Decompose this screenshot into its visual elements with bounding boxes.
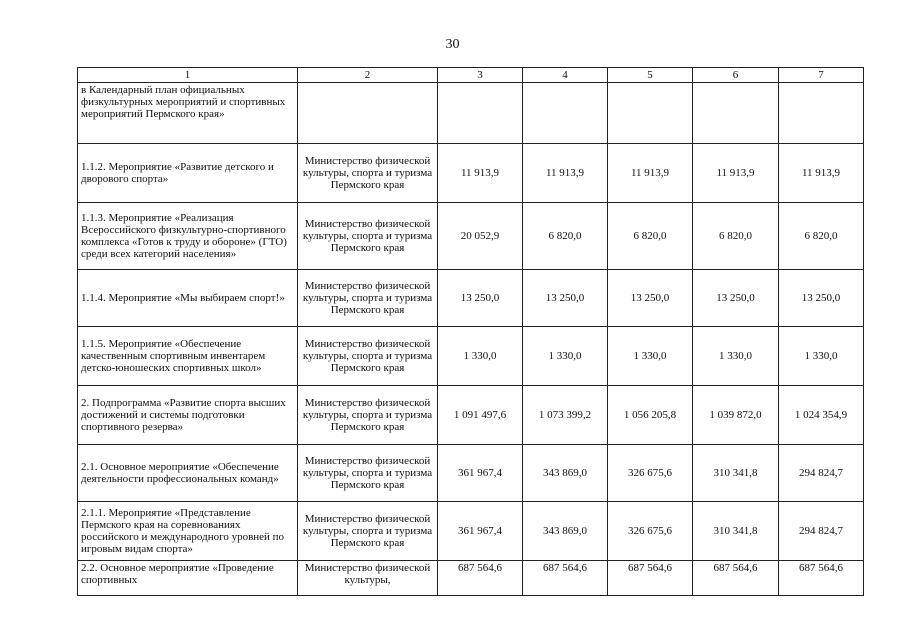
value-cell: 687 564,6: [693, 561, 779, 596]
value-cell: 11 913,9: [523, 144, 608, 203]
activity-name-cell: 2.1. Основное мероприятие «Обеспечение деятельности профессиональных команд»: [78, 445, 298, 502]
value-cell: 687 564,6: [523, 561, 608, 596]
executor-cell: Министерство физической культуры, спорта и туризма Пермского края: [298, 203, 438, 270]
column-header: 7: [779, 68, 864, 83]
column-header: 6: [693, 68, 779, 83]
activity-name-cell: 1.1.4. Мероприятие «Мы выбираем спорт!»: [78, 270, 298, 327]
value-cell: 1 330,0: [438, 327, 523, 386]
budget-table: [77, 67, 864, 596]
column-header: 5: [608, 68, 693, 83]
column-header: 1: [78, 68, 298, 83]
value-cell: 294 824,7: [779, 502, 864, 561]
table-row: [78, 561, 864, 596]
value-cell: 13 250,0: [693, 270, 779, 327]
value-cell: 1 330,0: [779, 327, 864, 386]
value-cell: 11 913,9: [693, 144, 779, 203]
table-row: [78, 327, 864, 386]
value-cell: 343 869,0: [523, 445, 608, 502]
value-cell: 6 820,0: [523, 203, 608, 270]
empty-cell: [298, 83, 438, 144]
table-row: [78, 386, 864, 445]
table-row: [78, 445, 864, 502]
activity-name-cell: в Календарный план официальных физкультурных мероприятий и спортивных мероприятий Пермского края»: [78, 83, 298, 144]
value-cell: 13 250,0: [438, 270, 523, 327]
table-row: [78, 144, 864, 203]
value-cell: 1 039 872,0: [693, 386, 779, 445]
activity-name-cell: 2.2. Основное мероприятие «Проведение спортивных: [78, 561, 298, 596]
value-cell: 6 820,0: [608, 203, 693, 270]
table-row: [78, 83, 864, 144]
value-cell: 310 341,8: [693, 445, 779, 502]
value-cell: 687 564,6: [608, 561, 693, 596]
value-cell: 326 675,6: [608, 445, 693, 502]
value-cell: 11 913,9: [438, 144, 523, 203]
empty-cell: [438, 83, 523, 144]
value-cell: 310 341,8: [693, 502, 779, 561]
column-header: 2: [298, 68, 438, 83]
executor-cell: Министерство физической культуры, спорта и туризма Пермского края: [298, 445, 438, 502]
value-cell: 11 913,9: [608, 144, 693, 203]
value-cell: 1 330,0: [693, 327, 779, 386]
table-row: [78, 203, 864, 270]
executor-cell: Министерство физической культуры, спорта и туризма Пермского края: [298, 270, 438, 327]
executor-cell: Министерство физической культуры,: [298, 561, 438, 596]
value-cell: 13 250,0: [523, 270, 608, 327]
value-cell: 13 250,0: [608, 270, 693, 327]
page-number: 30: [445, 37, 460, 52]
empty-cell: [693, 83, 779, 144]
table-row: [78, 502, 864, 561]
value-cell: 361 967,4: [438, 445, 523, 502]
executor-cell: Министерство физической культуры, спорта и туризма Пермского края: [298, 386, 438, 445]
value-cell: 361 967,4: [438, 502, 523, 561]
activity-name-cell: 2.1.1. Мероприятие «Представление Пермского края на соревнованиях российского и международного уровней по игровым видам спорта»: [78, 502, 298, 561]
value-cell: 11 913,9: [779, 144, 864, 203]
value-cell: 13 250,0: [779, 270, 864, 327]
value-cell: 1 330,0: [523, 327, 608, 386]
executor-cell: Министерство физической культуры, спорта и туризма Пермского края: [298, 144, 438, 203]
value-cell: 326 675,6: [608, 502, 693, 561]
value-cell: 687 564,6: [779, 561, 864, 596]
value-cell: 1 024 354,9: [779, 386, 864, 445]
value-cell: 687 564,6: [438, 561, 523, 596]
executor-cell: Министерство физической культуры, спорта и туризма Пермского края: [298, 327, 438, 386]
executor-cell: Министерство физической культуры, спорта и туризма Пермского края: [298, 502, 438, 561]
value-cell: 1 073 399,2: [523, 386, 608, 445]
table-header-row: [78, 68, 864, 83]
value-cell: 1 330,0: [608, 327, 693, 386]
column-header: 3: [438, 68, 523, 83]
empty-cell: [779, 83, 864, 144]
activity-name-cell: 1.1.2. Мероприятие «Развитие детского и дворового спорта»: [78, 144, 298, 203]
empty-cell: [608, 83, 693, 144]
activity-name-cell: 2. Подпрограмма «Развитие спорта высших достижений и системы подготовки спортивного резерва»: [78, 386, 298, 445]
value-cell: 343 869,0: [523, 502, 608, 561]
value-cell: 20 052,9: [438, 203, 523, 270]
table-row: [78, 270, 864, 327]
value-cell: 1 056 205,8: [608, 386, 693, 445]
value-cell: 294 824,7: [779, 445, 864, 502]
value-cell: 6 820,0: [693, 203, 779, 270]
empty-cell: [523, 83, 608, 144]
activity-name-cell: 1.1.3. Мероприятие «Реализация Всероссийского физкультурно-спортивного комплекса «Готов к труду и обороне» (ГТО) среди всех категорий населения»: [78, 203, 298, 270]
value-cell: 6 820,0: [779, 203, 864, 270]
value-cell: 1 091 497,6: [438, 386, 523, 445]
column-header: 4: [523, 68, 608, 83]
activity-name-cell: 1.1.5. Мероприятие «Обеспечение качественным спортивным инвентарем детско-юношеских спортивных школ»: [78, 327, 298, 386]
